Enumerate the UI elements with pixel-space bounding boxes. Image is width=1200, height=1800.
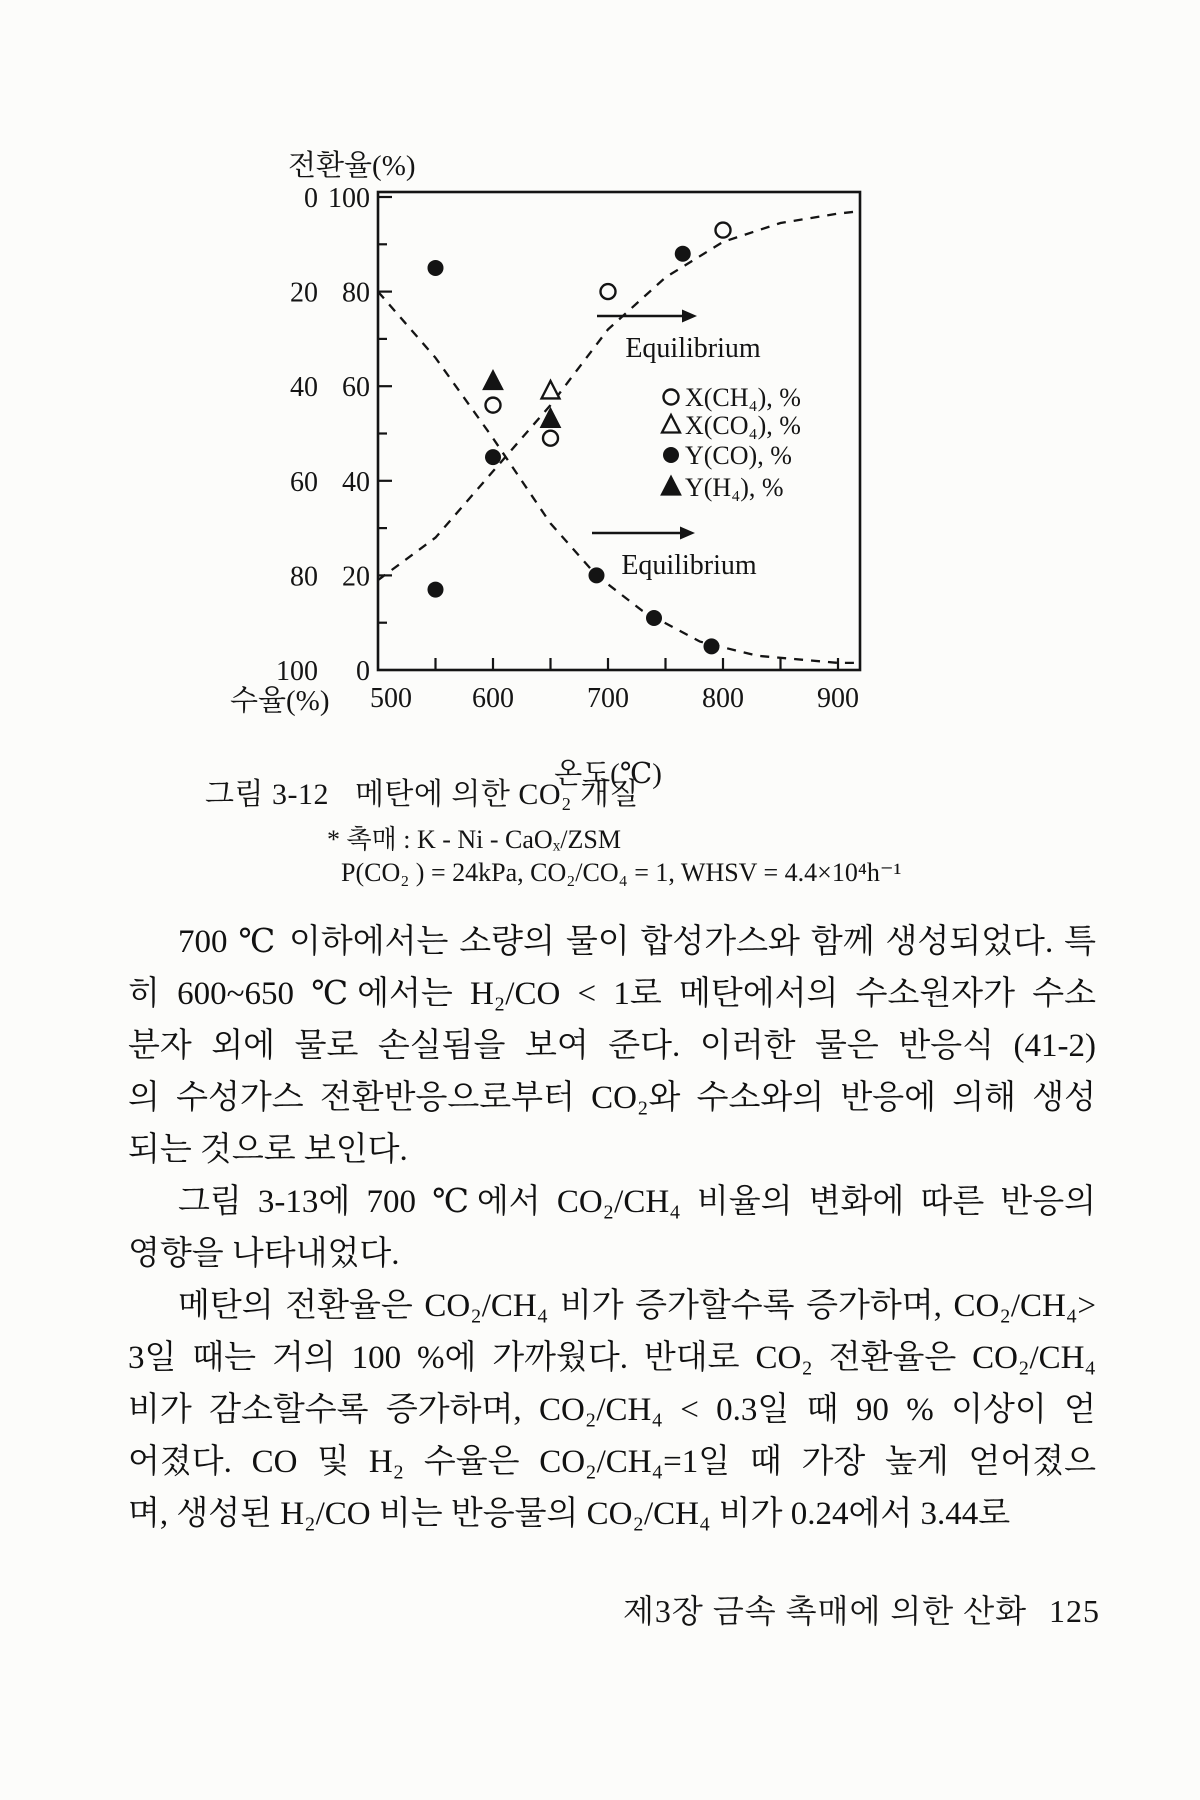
body-line: 700 ℃ 이하에서는 소량의 물이 합성가스와 함께 생성되었다. 특 — [178, 924, 1096, 960]
page-footer — [623, 1586, 1101, 1632]
body-line: 영향을 나타내었다. — [128, 1236, 400, 1272]
footer-chapter-title: 제3장 금속 촉매에 의한 산화 — [623, 1593, 1028, 1629]
yield-axis-tick-label: 80 — [290, 561, 318, 593]
data-point — [542, 409, 560, 427]
body-line: 비가 감소할수록 증가하며, CO₂/CH₄ < 0.3일 때 90 % 이상이 얻 — [128, 1392, 1096, 1428]
data-point — [543, 431, 558, 446]
body-line: 되는 것으로 보인다. — [128, 1132, 408, 1168]
y-axis-labels — [276, 183, 370, 687]
conversion-axis-tick-label: 0 — [356, 656, 370, 687]
figure-note-conditions: P(CO₂ ) = 24kPa, CO₂/CO₄ = 1, WHSV = 4.4×10⁴h⁻¹ — [341, 858, 902, 887]
data-point — [428, 260, 444, 276]
yield-axis-tick-label: 0 — [304, 183, 318, 214]
body-line: 그림 3-13에 700 ℃에서 CO₂/CH₄ 비율의 변화에 따른 반응의 — [178, 1184, 1096, 1220]
figure-number: 그림 3-12 — [205, 778, 329, 811]
legend-entry-label: Y(H₄), % — [685, 473, 784, 502]
x-axis-tick-label: 700 — [587, 683, 629, 714]
body-text — [128, 916, 1096, 1540]
legend-marker — [664, 390, 679, 405]
chart-legend — [662, 383, 801, 502]
data-point — [486, 398, 501, 413]
legend-entry-label: Y(CO), % — [685, 441, 792, 470]
data-point — [589, 567, 605, 583]
figure-3-12-chart — [230, 135, 902, 795]
yield-axis-title: 수율(%) — [230, 685, 330, 717]
conversion-axis-tick-label: 40 — [342, 466, 370, 498]
legend-marker — [662, 477, 680, 495]
arrow-head — [680, 527, 695, 540]
conversion-axis-tick-label: 20 — [342, 561, 370, 593]
legend-entry-label: X(CH₄), % — [685, 383, 801, 412]
body-line: 분자 외에 물로 손실됨을 보여 준다. 이러한 물은 반응식 (41-2) — [128, 1028, 1096, 1064]
equilibrium-curve-yield — [378, 292, 860, 663]
yield-axis-tick-label: 40 — [290, 372, 318, 404]
body-line: 며, 생성된 H₂/CO 비는 반응물의 CO₂/CH₄ 비가 0.24에서 3.44로 — [128, 1496, 1011, 1532]
conversion-axis-title: 전환율(%) — [288, 150, 416, 182]
figure-caption — [205, 778, 965, 888]
x-axis-tick-label: 800 — [702, 683, 744, 714]
x-axis-tick-label: 600 — [472, 683, 514, 714]
data-point — [485, 449, 501, 465]
legend-entry-label: X(CO₄), % — [685, 411, 801, 440]
figure-caption-line — [205, 778, 965, 812]
data-point — [675, 246, 691, 262]
figure-title: 메탄에 의한 CO₂ 개질 — [354, 778, 639, 811]
conversion-axis-tick-label: 60 — [342, 372, 370, 404]
body-line: 의 수성가스 전환반응으로부터 CO₂와 수소와의 반응에 의해 생성 — [128, 1080, 1096, 1116]
body-line: 메탄의 전환율은 CO₂/CH₄ 비가 증가할수록 증가하며, CO₂/CH₄> — [178, 1288, 1096, 1324]
data-point — [542, 381, 560, 399]
legend-marker — [663, 447, 679, 463]
equilibrium-label: Equilibrium — [621, 550, 757, 581]
x-axis-tick-label: 500 — [370, 683, 412, 714]
conversion-axis-tick-label: 100 — [328, 183, 370, 214]
conversion-axis-tick-label: 80 — [342, 277, 370, 309]
data-point — [716, 223, 731, 238]
yield-axis-tick-label: 60 — [290, 466, 318, 498]
body-line: 히 600~650 ℃에서는 H₂/CO < 1로 메탄에서의 수소원자가 수소 — [128, 976, 1096, 1012]
body-line: 어졌다. CO 및 H₂ 수율은 CO₂/CH₄=1일 때 가장 높게 얻어졌으 — [128, 1444, 1096, 1480]
data-point — [484, 371, 502, 389]
equilibrium-annotation — [592, 527, 757, 582]
legend-marker — [662, 415, 680, 433]
equilibrium-label: Equilibrium — [625, 333, 761, 364]
x-axis-title: 온도(℃) — [554, 758, 662, 790]
data-point — [704, 638, 720, 654]
yield-axis-tick-label: 20 — [290, 277, 318, 309]
footer-page-number: 125 — [1049, 1593, 1101, 1629]
yield-axis-tick-label: 100 — [276, 656, 318, 687]
x-axis-labels — [370, 683, 859, 714]
figure-notes — [205, 824, 965, 888]
arrow-head — [682, 310, 697, 323]
data-point — [646, 610, 662, 626]
x-axis-tick-label: 900 — [817, 683, 859, 714]
series-markers-1 — [542, 381, 560, 399]
data-point — [428, 582, 444, 598]
body-line: 3일 때는 거의 100 %에 가까웠다. 반대로 CO₂ 전환율은 CO₂/CH₄ — [128, 1340, 1096, 1376]
data-point — [601, 284, 616, 299]
figure-note-catalyst: * 촉매 : K - Ni - CaOₓ/ZSM — [327, 825, 621, 854]
